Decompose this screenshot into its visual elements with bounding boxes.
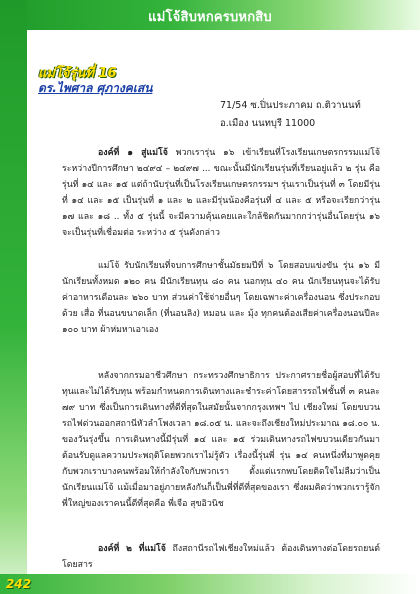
paragraph-text: หลังจากกรมอาชีวศึกษา กระทรวงศึกษาธิการ ประกาศรายชื่อผู้สอบที่ได้รับทุนและไม่ได้รับทุน พร้อมกำหนดการเดินทางและชำระค่าโดยสารรถไฟชั้นที่ ๓ คนละ ๗๙ บาท ซึ่งเป็นการเดินทางที่ดีที่สุดในสมัยนั้นจากกรุงเทพฯ ไป เชียงใหม่ โดยขบวนรถไฟด่วนออกสถานีหัวลำโพงเวลา ๑๘.๐๕ น. และจะถึงเชียงใหม่ประมาณ ๑๘.๐๐ น. ของวันรุ่งขึ้น การเดินทางนี้มีรุ่นที่ ๑๔ และ ๑๕ ร่วมเดินทางรถไฟขบวนเดียวกันมาต้อนรับดูแลความประพฤติโดยพวกเราไม่รู้ตัว เรื่องนี้รุ่นพี่ รุ่น ๑๔ คนหนึ่งที่มาพูดคุยกับพวกเราบางคนพร้อมให้กำลังใจกับพวกเรา ตั้งแต่แรกพบโดยติดใจไม่ลืมว่าเป็นนักเรียนแม่โจ้ แม้เมื่อมาอยู่ภายหลังกันก็เป็นพี่ที่ดีที่สุดของเรา ซึ่งผมคิดว่าพวกเรารู้จักพี่ใหญ่ของเราคนนี้ดีที่สุดคือ พี่เจือ สุขอิวนิช: [62, 371, 380, 509]
paragraph-text: ถึงสถานีรถไฟเชียงใหม่แล้ว ต้องเดินทางต่อโดยรถยนต์โดยสาร: [62, 544, 380, 570]
address-line-2: อ.เมือง นนทบุรี 11000: [220, 118, 316, 129]
author-name: ดร.ไพศาล ศุภางคเสน: [38, 81, 153, 95]
paragraph-lead: องค์ที่ ๒ ที่แม่โจ้: [98, 544, 166, 554]
address-line-1: 71/54 ซ.ปิ่นประภาคม ถ.ติวานนท์: [220, 100, 361, 111]
paragraph-text: พวกเรารุ่น ๑๖ เข้าเรียนที่โรงเรียนเกษตรกรรมแม่โจ้ ระหว่างปีการศึกษา ๒๔๙๔ – ๒๔๙๗ ... ขณะนั้นมีนักเรียนรุ่นที่เรียนอยู่แล้ว ๒ รุ่น คือ รุ่นที่ ๑๔ และ ๑๕ แต่ถ้านับรุ่นที่เป็นโรงเรียนเกษตรกรรมฯ รุ่นเราเป็นรุ่นที่ ๓ โดยมีรุ่นที่ ๑๔ และ ๑๕ เป็นรุ่นที่ ๑ และ ๒ และมีรุ่นน้องคือรุ่นที่ ๔ และ ๕ หรือจะเรียกว่ารุ่น ๑๗ และ ๑๘ .. ทั้ง ๕ รุ่นนี้ จะมีความคุ้นเคยและใกล้ชิดกันมากกว่ารุ่นอื่นโดยรุ่น ๑๖ จะเป็นรุ่นที่เชื่อมต่อ ระหว่าง ๕ รุ่นดังกล่าว: [62, 148, 380, 238]
generation-title: แม่โจ้รุ่นที่ 16: [38, 66, 117, 81]
paragraph-3: [62, 368, 380, 512]
footer-bar: [0, 574, 420, 594]
left-border: [0, 0, 27, 594]
page-header-title: แม่โจ้สิบหกครบหกสิบ: [148, 10, 272, 25]
paragraph-4: [62, 541, 380, 573]
paragraph-text: แม่โจ้ รับนักเรียนที่จบการศึกษาชั้นมัธยมปีที่ ๖ โดยสอบแข่งขัน รุ่น ๑๖ มีนักเรียนทั้งหมด ๑๒๐ คน มีนักเรียนทุน ๘๐ คน นอกทุน ๔๐ คน นักเรียนทุนจะได้รับค่าอาหารเดือนละ ๒๖๐ บาท ส่วนค่าใช้จ่ายอื่นๆ โดยเฉพาะค่าเครื่องนอน ซึ่งประกอบด้วย เสื่อ ที่นอนขนาดเล็ก (ที่นอนลิง) หมอน และ มุ้ง ทุกคนต้องเสียค่าเครื่องนอนปีละ ๑๐๐ บาท ผ้าห่มหาเอาเอง: [62, 261, 380, 335]
paragraph-1: [62, 145, 380, 241]
page-number: 242: [6, 577, 32, 591]
paragraph-lead: องค์ที่ ๑ สู่แม่โจ้: [98, 148, 168, 158]
paragraph-2: [62, 258, 380, 338]
